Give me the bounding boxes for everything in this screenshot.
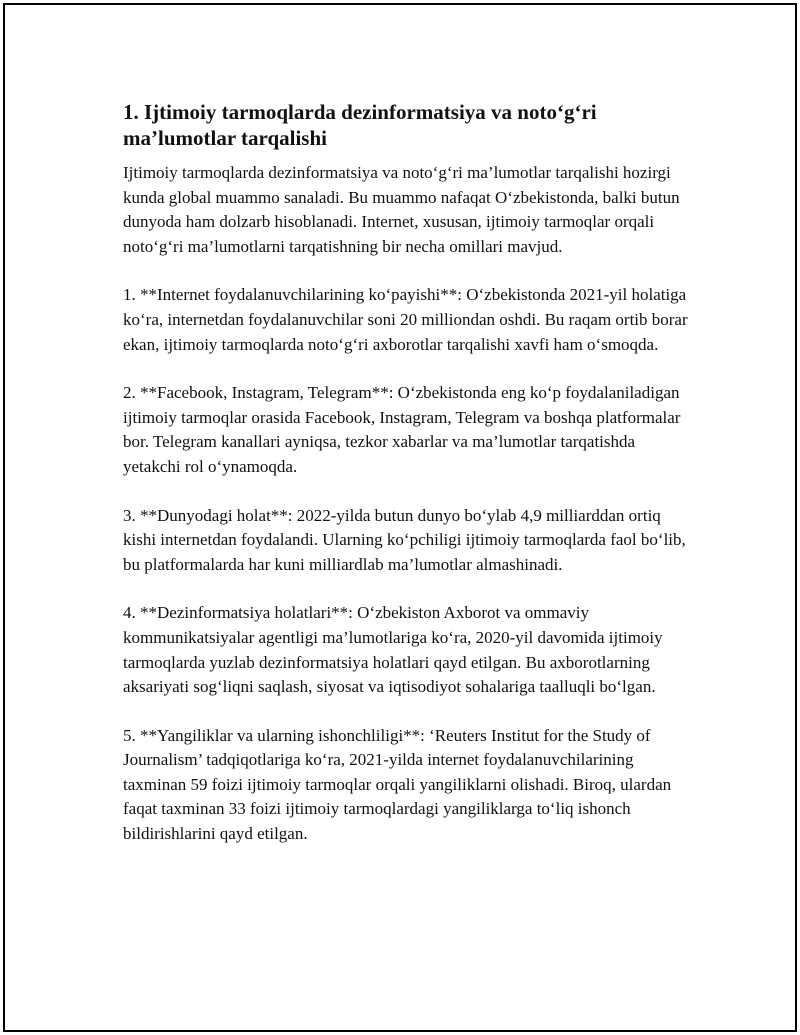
- point-5-paragraph: 5. **Yangiliklar va ularning ishonchliligi**: ‘Reuters Institut for the Study of Journalism’ tadqiqotlariga ko‘ra, 2021-yilda internet foydalanuvchilarining taxminan 59 foizi ijtimoiy tarmoqlar orqali yangiliklarni olishadi. Biroq, ulardan faqat taxminan 33 foizi ijtimoiy tarmoqlardagi yangiliklarga to‘liq ishonch bildirishlarini qayd etilgan.: [123, 725, 672, 844]
- document-body: [123, 99, 695, 871]
- point-2-paragraph: 2. **Facebook, Instagram, Telegram**: O‘zbekistonda eng ko‘p foydalaniladigan ijtimoiy tarmoqlar orasida Facebook, Instagram, Telegram va boshqa platformalar bor. Telegram kanallari ayniqsa, tezkor xabarlar va ma’lumotlar tarqatishda yetakchi rol o‘ynamoqda.: [123, 383, 681, 476]
- point-3-paragraph: 3. **Dunyodagi holat**: 2022-yilda butun dunyo bo‘ylab 4,9 milliarddan ortiq kishi internetdan foydalandi. Ularning ko‘pchiligi ijtimoiy tarmoqlarda faol bo‘lib, bu platformalarda har kuni milliardlab ma’lumotlar almashinadi.: [123, 505, 686, 574]
- page-frame: [3, 3, 797, 1032]
- point-1-paragraph: 1. **Internet foydalanuvchilarining ko‘payishi**: O‘zbekistonda 2021-yil holatiga ko‘ra, internetdan foydalanuvchilar soni 20 milliondan oshdi. Bu raqam ortib borar ekan, ijtimoiy tarmoqlarda noto‘g‘ri axborotlar tarqalishi xavfi ham o‘smoqda.: [123, 285, 688, 354]
- intro-paragraph: Ijtimoiy tarmoqlarda dezinformatsiya va noto‘g‘ri ma’lumotlar tarqalishi hozirgi kunda global muammo sanaladi. Bu muammo nafaqat O‘zbekistonda, balki butun dunyoda ham dolzarb hisoblanadi. Internet, xususan, ijtimoiy tarmoqlar orqali noto‘g‘ri ma’lumotlarni tarqatishning bir necha omillari mavjud.: [123, 163, 680, 256]
- point-4-paragraph: 4. **Dezinformatsiya holatlari**: O‘zbekiston Axborot va ommaviy kommunikatsiyalar agentligi ma’lumotlariga ko‘ra, 2020-yil davomida ijtimoiy tarmoqlarda yuzlab dezinformatsiya holatlari qayd etilgan. Bu axborotlarning aksariyati sog‘liqni saqlash, siyosat va iqtisodiyot sohalariga taalluqli bo‘lgan.: [123, 603, 663, 697]
- document-title: 1. Ijtimoiy tarmoqlarda dezinformatsiya va noto‘g‘ri ma’lumotlar tarqalishi: [123, 100, 597, 150]
